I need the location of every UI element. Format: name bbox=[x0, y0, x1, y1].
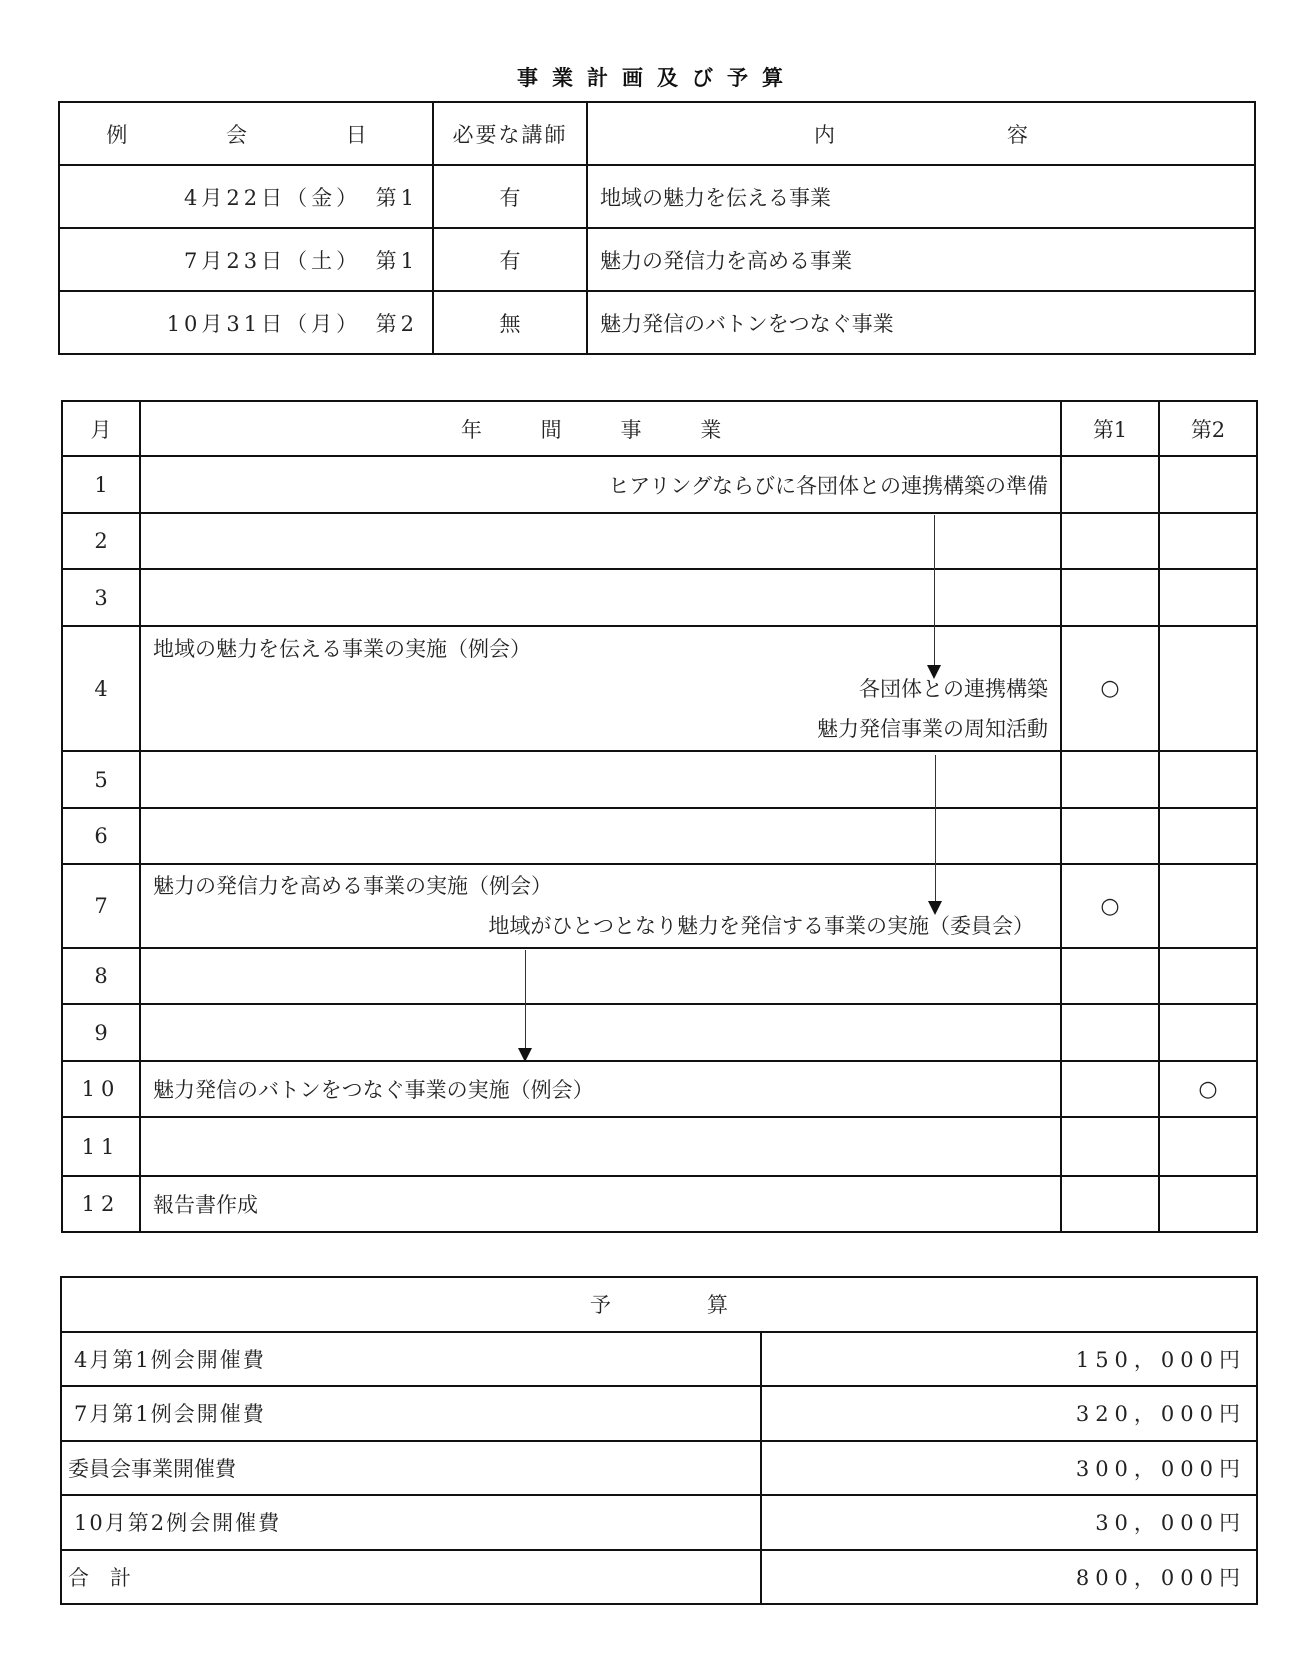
budget-label: 7月第1例会開催費 bbox=[61, 1386, 761, 1441]
event-cell bbox=[140, 864, 1061, 948]
second-mark bbox=[1159, 864, 1257, 948]
lecturer-needed: 無 bbox=[433, 291, 587, 354]
meeting-content: 魅力発信のバトンをつなぐ事業 bbox=[587, 291, 1255, 354]
first-mark: ○ bbox=[1061, 626, 1159, 751]
table-row bbox=[62, 1061, 1257, 1117]
header-content: 内 容 bbox=[587, 102, 1255, 165]
header-first: 第1 bbox=[1061, 401, 1159, 456]
event-cell bbox=[140, 1004, 1061, 1061]
event-line: 魅力の発信力を高める事業の実施（例会） bbox=[153, 874, 552, 898]
first-mark bbox=[1061, 1004, 1159, 1061]
table-header-row bbox=[62, 401, 1257, 456]
first-mark bbox=[1061, 751, 1159, 808]
second-mark bbox=[1159, 626, 1257, 751]
second-mark bbox=[1159, 456, 1257, 513]
lecturer-needed: 有 bbox=[433, 228, 587, 291]
header-month: 月 bbox=[62, 401, 140, 456]
event-cell bbox=[140, 751, 1061, 808]
month-cell: 9 bbox=[62, 1004, 140, 1061]
event-line: 魅力発信事業の周知活動 bbox=[817, 716, 1048, 741]
event-line: 地域の魅力を伝える事業の実施（例会） bbox=[153, 636, 531, 661]
meeting-content: 地域の魅力を伝える事業 bbox=[587, 165, 1255, 228]
month-cell: 10 bbox=[62, 1061, 140, 1117]
event-cell bbox=[140, 569, 1061, 626]
event-cell bbox=[140, 626, 1061, 751]
table-row bbox=[61, 1550, 1257, 1605]
budget-table bbox=[60, 1276, 1258, 1605]
table-row bbox=[62, 1176, 1257, 1232]
first-mark bbox=[1061, 456, 1159, 513]
month-cell: 5 bbox=[62, 751, 140, 808]
meeting-date: 10月31日（月） 第2 bbox=[59, 291, 433, 354]
first-mark bbox=[1061, 948, 1159, 1004]
month-cell: 12 bbox=[62, 1176, 140, 1232]
month-cell: 8 bbox=[62, 948, 140, 1004]
first-mark bbox=[1061, 1117, 1159, 1176]
table-header-row bbox=[61, 1277, 1257, 1332]
table-row bbox=[59, 291, 1255, 354]
table-row bbox=[62, 456, 1257, 513]
month-cell: 7 bbox=[62, 864, 140, 948]
table-row bbox=[61, 1441, 1257, 1496]
budget-label: 10月第2例会開催費 bbox=[61, 1495, 761, 1550]
month-cell: 6 bbox=[62, 808, 140, 864]
event-line: 各団体との連携構築 bbox=[859, 676, 1048, 701]
second-mark bbox=[1159, 751, 1257, 808]
budget-amount: 150，000円 bbox=[761, 1332, 1257, 1387]
first-mark bbox=[1061, 569, 1159, 626]
table-row bbox=[62, 513, 1257, 569]
header-annual-events: 年 間 事 業 bbox=[140, 401, 1061, 456]
table-row bbox=[62, 948, 1257, 1004]
first-mark bbox=[1061, 1176, 1159, 1232]
second-mark bbox=[1159, 1117, 1257, 1176]
table-row bbox=[62, 808, 1257, 864]
second-mark: ○ bbox=[1159, 1061, 1257, 1117]
budget-amount: 30，000円 bbox=[761, 1495, 1257, 1550]
month-cell: 3 bbox=[62, 569, 140, 626]
event-cell bbox=[140, 948, 1061, 1004]
first-mark bbox=[1061, 808, 1159, 864]
budget-label: 4月第1例会開催費 bbox=[61, 1332, 761, 1387]
table-row bbox=[61, 1332, 1257, 1387]
month-cell: 2 bbox=[62, 513, 140, 569]
event-cell bbox=[140, 513, 1061, 569]
budget-total-amount: 800，000円 bbox=[761, 1550, 1257, 1605]
header-lecturer: 必要な講師 bbox=[433, 102, 587, 165]
meeting-content: 魅力の発信力を高める事業 bbox=[587, 228, 1255, 291]
arrow-down-icon bbox=[934, 515, 935, 677]
table-row bbox=[61, 1386, 1257, 1441]
event-cell bbox=[140, 456, 1061, 513]
first-mark bbox=[1061, 513, 1159, 569]
table-row bbox=[62, 1117, 1257, 1176]
month-cell: 11 bbox=[62, 1117, 140, 1176]
event-line: 魅力発信のバトンをつなぐ事業の実施（例会） bbox=[153, 1078, 594, 1102]
event-line: 報告書作成 bbox=[153, 1193, 258, 1217]
second-mark bbox=[1159, 1176, 1257, 1232]
event-cell bbox=[140, 1117, 1061, 1176]
second-mark bbox=[1159, 808, 1257, 864]
meeting-date: 7月23日（土） 第1 bbox=[59, 228, 433, 291]
month-cell: 1 bbox=[62, 456, 140, 513]
second-mark bbox=[1159, 948, 1257, 1004]
lecturer-needed: 有 bbox=[433, 165, 587, 228]
budget-amount: 300，000円 bbox=[761, 1441, 1257, 1496]
budget-amount: 320，000円 bbox=[761, 1386, 1257, 1441]
header-meeting-date: 例 会 日 bbox=[59, 102, 433, 165]
header-second: 第2 bbox=[1159, 401, 1257, 456]
table-row bbox=[62, 569, 1257, 626]
event-cell bbox=[140, 1176, 1061, 1232]
event-line: 地域がひとつとなり魅力を発信する事業の実施（委員会） bbox=[488, 914, 1034, 938]
event-line: ヒアリングならびに各団体との連携構築の準備 bbox=[608, 473, 1048, 498]
second-mark bbox=[1159, 1004, 1257, 1061]
arrow-down-icon bbox=[935, 755, 936, 913]
first-mark: ○ bbox=[1061, 864, 1159, 948]
budget-label: 委員会事業開催費 bbox=[61, 1441, 761, 1496]
second-mark bbox=[1159, 513, 1257, 569]
event-cell bbox=[140, 808, 1061, 864]
budget-total-label: 合 計 bbox=[61, 1550, 761, 1605]
table-header-row bbox=[59, 102, 1255, 165]
table-row bbox=[62, 751, 1257, 808]
meeting-schedule-table bbox=[58, 101, 1256, 355]
table-row bbox=[61, 1495, 1257, 1550]
table-row bbox=[62, 864, 1257, 948]
annual-schedule-table bbox=[61, 400, 1258, 1233]
page-title: 事業計画及び予算 bbox=[517, 65, 797, 90]
table-row bbox=[59, 165, 1255, 228]
header-budget: 予 算 bbox=[61, 1277, 1257, 1332]
table-row bbox=[62, 1004, 1257, 1061]
meeting-date: 4月22日（金） 第1 bbox=[59, 165, 433, 228]
event-cell bbox=[140, 1061, 1061, 1117]
arrow-down-icon bbox=[525, 950, 526, 1060]
table-row bbox=[59, 228, 1255, 291]
table-row bbox=[62, 626, 1257, 751]
second-mark bbox=[1159, 569, 1257, 626]
first-mark bbox=[1061, 1061, 1159, 1117]
month-cell: 4 bbox=[62, 626, 140, 751]
